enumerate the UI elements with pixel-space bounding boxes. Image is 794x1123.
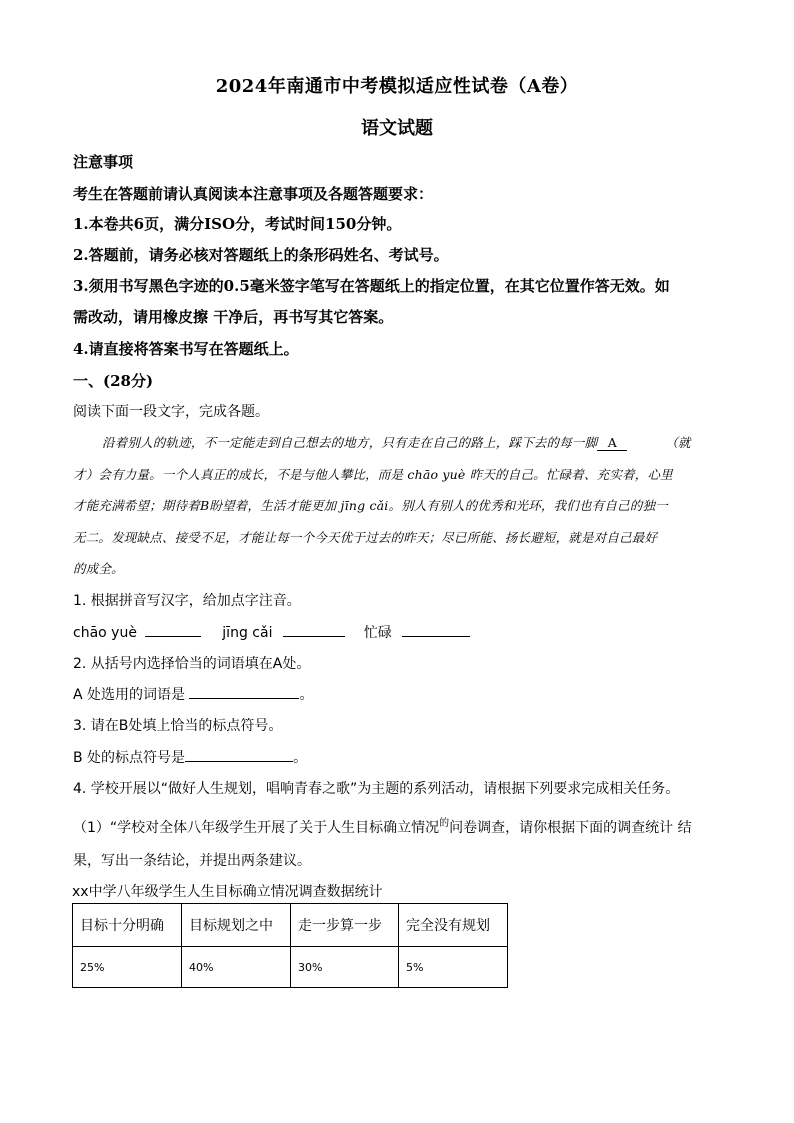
punct: 。 [299,687,314,703]
notice-heading: 注意事项 [73,153,134,171]
passage-line: 无二。发现缺点、接受不足，才能让每一个今天优于过去的昨天；尽已所能、扬长避短，就是对自己最好 [73,530,658,545]
word-busy: 忙碌 [363,625,392,641]
notice-item: 1.本卷共6页，满分ISO分，考试时间150分钟。 [73,215,402,233]
table-header-cell: 完全没有规划 [399,904,508,947]
table-header-cell: 目标十分明确 [73,904,182,947]
notice-intro: 考生在答题前请认真阅读本注意事项及各题答题要求： [73,185,434,203]
table-cell: 25% [73,947,182,988]
punct: 。 [293,750,308,766]
table-cell: 5% [399,947,508,988]
question-2-answer [73,684,313,704]
table-row [73,947,508,988]
answer-label: A 处选用的词语是 [73,687,186,703]
question-4-sub1 [73,817,692,837]
notice-item: 3.须用书写黑色字迹的0.5毫米签字笔写在答题纸上的指定位置，在其它位置作答无效。如 [73,277,670,295]
passage-line: 的成全。 [73,561,124,576]
answer-blank[interactable] [145,622,201,637]
section-instruction: 阅读下面一段文字，完成各题。 [73,404,269,420]
question-3-answer [73,747,307,767]
answer-label: B 处的标点符号是 [73,750,186,766]
table-header-cell: 目标规划之中 [182,904,291,947]
passage-line: 才）会有力量。一个人真正的成长，不是与他人攀比，而是 chāo yuè 昨天的自己。忙碌着、充实着，心里 [73,467,673,482]
notice-item: 4.请直接将答案书写在答题纸上。 [73,340,299,358]
question-4-sub1-cont: 果，写出一条结论，并提出两条建议。 [73,853,311,869]
table-title: xx中学八年级学生人生目标确立情况调查数据统计 [72,884,383,900]
question-1-answers [73,622,470,642]
passage-text: （就 [665,435,691,450]
table-header-row [73,904,508,947]
sub-question-text: 问卷调查，请你根据下面的调查统计 结 [449,820,692,836]
table-cell: 40% [182,947,291,988]
notice-item: 2.答题前，请务必核对答题纸上的条形码姓名、考试号。 [73,246,449,264]
passage-text: 沿着别人的轨迹，不一定能走到自己想去的地方，只有走在自己的路上，踩下去的每一脚 [102,435,598,450]
sub-question-text: 的 [439,818,450,829]
blank-a: A [597,435,627,451]
question-3: 3. 请在B处填上恰当的标点符号。 [73,718,283,734]
answer-blank[interactable] [402,622,470,637]
pinyin-1: chāo yuè [73,625,137,641]
passage-line [102,433,723,451]
page-title: 2024年南通市中考模拟适应性试卷（A卷） [215,76,579,97]
question-4: 4. 学校开展以“做好人生规划，唱响青春之歌”为主题的系列活动，请根据下列要求完成相关任务。 [73,781,680,797]
question-2: 2. 从括号内选择恰当的词语填在A处。 [73,656,311,672]
section-heading: 一、(28分) [73,372,154,390]
passage-line: 才能充满希望；期待着B盼望着，生活才能更加 jīng cǎi。别人有别人的优秀和光环，我们也有自己的独一 [73,498,668,513]
question-1: 1. 根据拼音写汉字，给加点字注音。 [73,593,301,609]
table-cell: 30% [291,947,399,988]
notice-item: 需改动，请用橡皮擦 干净后，再书写其它答案。 [73,308,394,326]
page-subtitle: 语文试题 [361,118,433,139]
pinyin-2: jīng cǎi [222,625,273,641]
survey-table [72,903,508,988]
answer-blank[interactable] [283,622,345,637]
answer-blank[interactable] [185,747,293,762]
sub-question-text: （1）“学校对全体八年级学生开展了关于人生目标确立情况 [73,820,440,836]
table-header-cell: 走一步算一步 [291,904,399,947]
answer-blank[interactable] [189,684,299,699]
